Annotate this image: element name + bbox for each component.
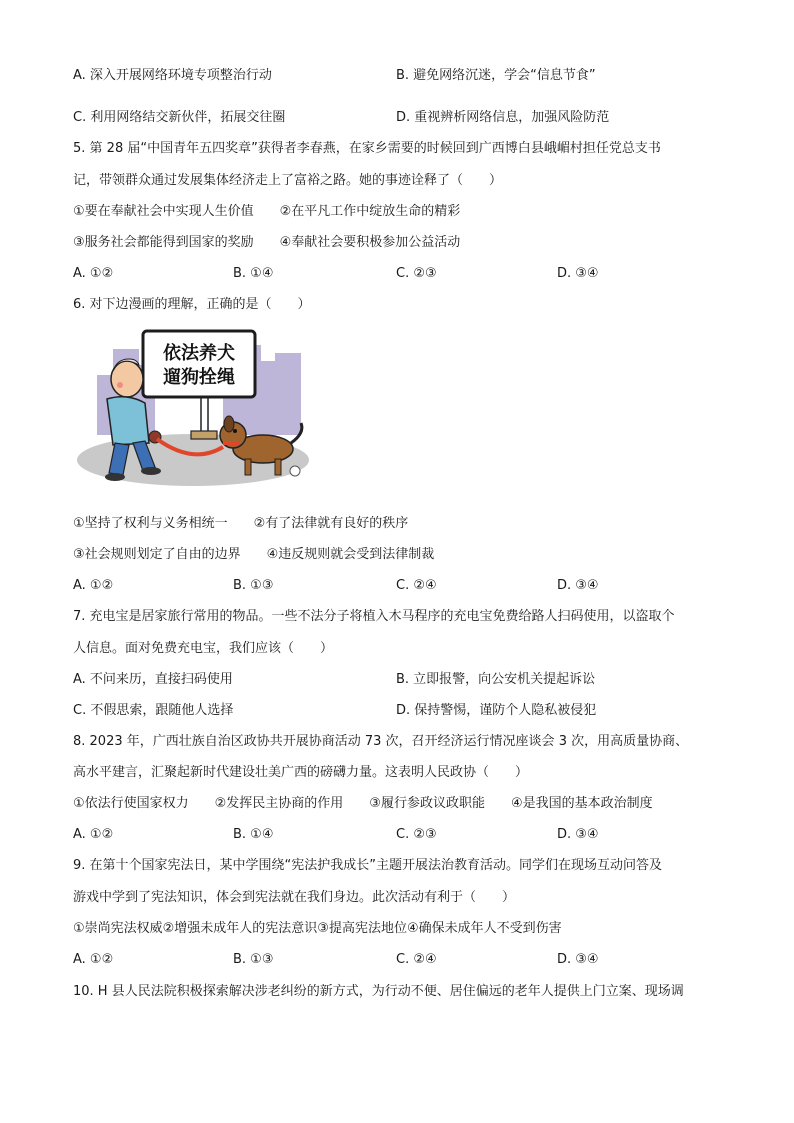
q9-option-d: D. ③④ xyxy=(557,952,599,967)
q5-option-b: B. ①④ xyxy=(233,266,274,281)
q7-option-b: B. 立即报警，向公安机关提起诉讼 xyxy=(396,672,596,687)
sign-post xyxy=(201,393,208,437)
q5-option-c: C. ②③ xyxy=(396,266,437,281)
q8-option-b: B. ①④ xyxy=(233,827,274,842)
q9-stem-line-2: 游戏中学到了宪法知识，体会到宪法就在我们身边。此次活动有利于（ ） xyxy=(73,890,516,905)
q8-items: ①依法行使国家权力 ②发挥民主协商的作用 ③履行参政议政职能 ④是我国的基本政治制度 xyxy=(73,796,653,811)
q9-option-b: B. ①③ xyxy=(233,952,274,967)
q6-option-c: C. ②④ xyxy=(396,578,437,593)
q5-stem-line-2: 记，带领群众通过发展集体经济走上了富裕之路。她的事迹诠释了（ ） xyxy=(73,173,503,188)
q8-option-a: A. ①② xyxy=(73,827,114,842)
q5-option-d: D. ③④ xyxy=(557,266,599,281)
q4-option-d: D. 重视辨析网络信息，加强风险防范 xyxy=(396,110,610,125)
q8-option-c: C. ②③ xyxy=(396,827,437,842)
q7-stem-line-2: 人信息。面对免费充电宝，我们应该（ ） xyxy=(73,641,334,656)
cartoon-illustration xyxy=(73,325,313,491)
q8-stem-line-2: 高水平建言，汇聚起新时代建设壮美广西的磅礴力量。这表明人民政协（ ） xyxy=(73,765,529,780)
q5-items-line-2: ③服务社会都能得到国家的奖励 ④奉献社会要积极参加公益活动 xyxy=(73,235,461,250)
sign-text-line-2: 遛狗拴绳 xyxy=(163,367,235,388)
sign-text-line-1: 依法养犬 xyxy=(163,343,235,364)
q6-option-d: D. ③④ xyxy=(557,578,599,593)
q7-option-a: A. 不问来历，直接扫码使用 xyxy=(73,672,233,687)
dust-puff xyxy=(290,466,300,476)
q7-option-c: C. 不假思索，跟随他人选择 xyxy=(73,703,234,718)
q5-option-a: A. ①② xyxy=(73,266,114,281)
q9-option-c: C. ②④ xyxy=(396,952,437,967)
q4-option-c: C. 利用网络结交新伙伴，拓展交往圈 xyxy=(73,110,286,125)
q7-stem-line-1: 7. 充电宝是居家旅行常用的物品。一些不法分子将植入木马程序的充电宝免费给路人扫码使用，以盗取个 xyxy=(73,609,675,624)
q8-option-d: D. ③④ xyxy=(557,827,599,842)
q4-option-b: B. 避免网络沉迷，学会“信息节食” xyxy=(396,68,596,83)
q6-items-line-1: ①坚持了权利与义务相统一 ②有了法律就有良好的秩序 xyxy=(73,516,409,531)
q8-stem-line-1: 8. 2023 年，广西壮族自治区政协共开展协商活动 73 次，召开经济运行情况座谈会 3 次，用高质量协商、 xyxy=(73,734,689,749)
q6-option-a: A. ①② xyxy=(73,578,114,593)
q5-stem-line-1: 5. 第 28 届“中国青年五四奖章”获得者李春燕，在家乡需要的时候回到广西博白县峨嵋村担任党总支书 xyxy=(73,141,661,156)
q6-option-b: B. ①③ xyxy=(233,578,274,593)
q6-items-line-2: ③社会规则划定了自由的边界 ④违反规则就会受到法律制裁 xyxy=(73,547,435,562)
q6-stem: 6. 对下边漫画的理解，正确的是（ ） xyxy=(73,297,311,312)
q4-option-a: A. 深入开展网络环境专项整治行动 xyxy=(73,68,272,83)
q9-option-a: A. ①② xyxy=(73,952,114,967)
q7-option-d: D. 保持警惕，谨防个人隐私被侵犯 xyxy=(396,703,597,718)
q9-items: ①崇尚宪法权威②增强未成年人的宪法意识③提高宪法地位④确保未成年人不受到伤害 xyxy=(73,921,562,936)
q10-stem-line-1: 10. H 县人民法院积极探索解决涉老纠纷的新方式，为行动不便、居住偏远的老年人提供上门立案、现场调 xyxy=(73,984,684,999)
sign-base xyxy=(191,431,217,439)
q9-stem-line-1: 9. 在第十个国家宪法日，某中学围绕“宪法护我成长”主题开展法治教育活动。同学们在现场互动问答及 xyxy=(73,858,663,873)
q5-items-line-1: ①要在奉献社会中实现人生价值 ②在平凡工作中绽放生命的精彩 xyxy=(73,204,461,219)
